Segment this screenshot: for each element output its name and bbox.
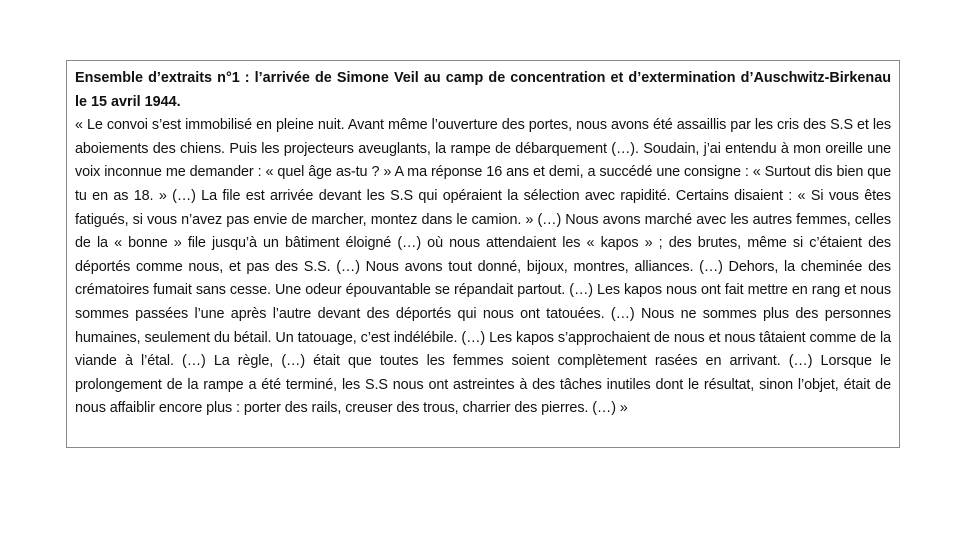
extract-title: Ensemble d’extraits n°1 : l’arrivée de Simone Veil au camp de concentration et d’extermination d’Auschwitz-Birkenau le 15 avril 1944.	[75, 70, 891, 110]
extract-box	[66, 60, 900, 448]
extract-text: « Le convoi s’est immobilisé en pleine nuit. Avant même l’ouverture des portes, nous avons été assaillis par les cris des S.S et les aboiements des chiens. Puis les projecteurs aveuglants, la rampe de débarquement (…). Soudain, j’ai entendu à mon oreille une voix inconnue me demander : « quel âge as-tu ? » A ma réponse 16 ans et demi, a succédé une consigne : « Surtout dis bien que tu en as 18. » (…) La file est arrivée devant les S.S qui opéraient la sélection avec rapidité. Certains disaient : « Si vous êtes fatigués, si vous n’avez pas envie de marcher, montez dans le camion. » (…) Nous avons marché avec les autres femmes, celles de la « bonne » file jusqu’à un bâtiment éloigné (…) où nous attendaient les « kapos » ; des brutes, même si c’étaient des déportés comme nous, et pas des S.S. (…) Nous avons tout donné, bijoux, montres, alliances. (…) Dehors, la cheminée des crématoires fumait sans cesse. Une odeur épouvantable se répandait partout. (…) Les kapos nous ont fait mettre en rang et nous sommes passées l’une après l’autre devant des déportés qui nous ont tatouées. (…) Nous ne sommes plus des personnes humaines, seulement du bétail. Un tatouage, c’est indélébile. (…) Les kapos s’approchaient de nous et nous tâtaient comme de la viande à l’étal. (…) La règle, (…) était que toutes les femmes soient complètement rasées en arrivant. (…) Lorsque le prolongement de la rampe a été terminé, les S.S nous ont astreintes à des tâches inutiles dont le résultat, sinon l’objet, était de nous affaiblir encore plus : porter des rails, creuser des trous, charrier des pierres. (…) »	[75, 117, 891, 417]
